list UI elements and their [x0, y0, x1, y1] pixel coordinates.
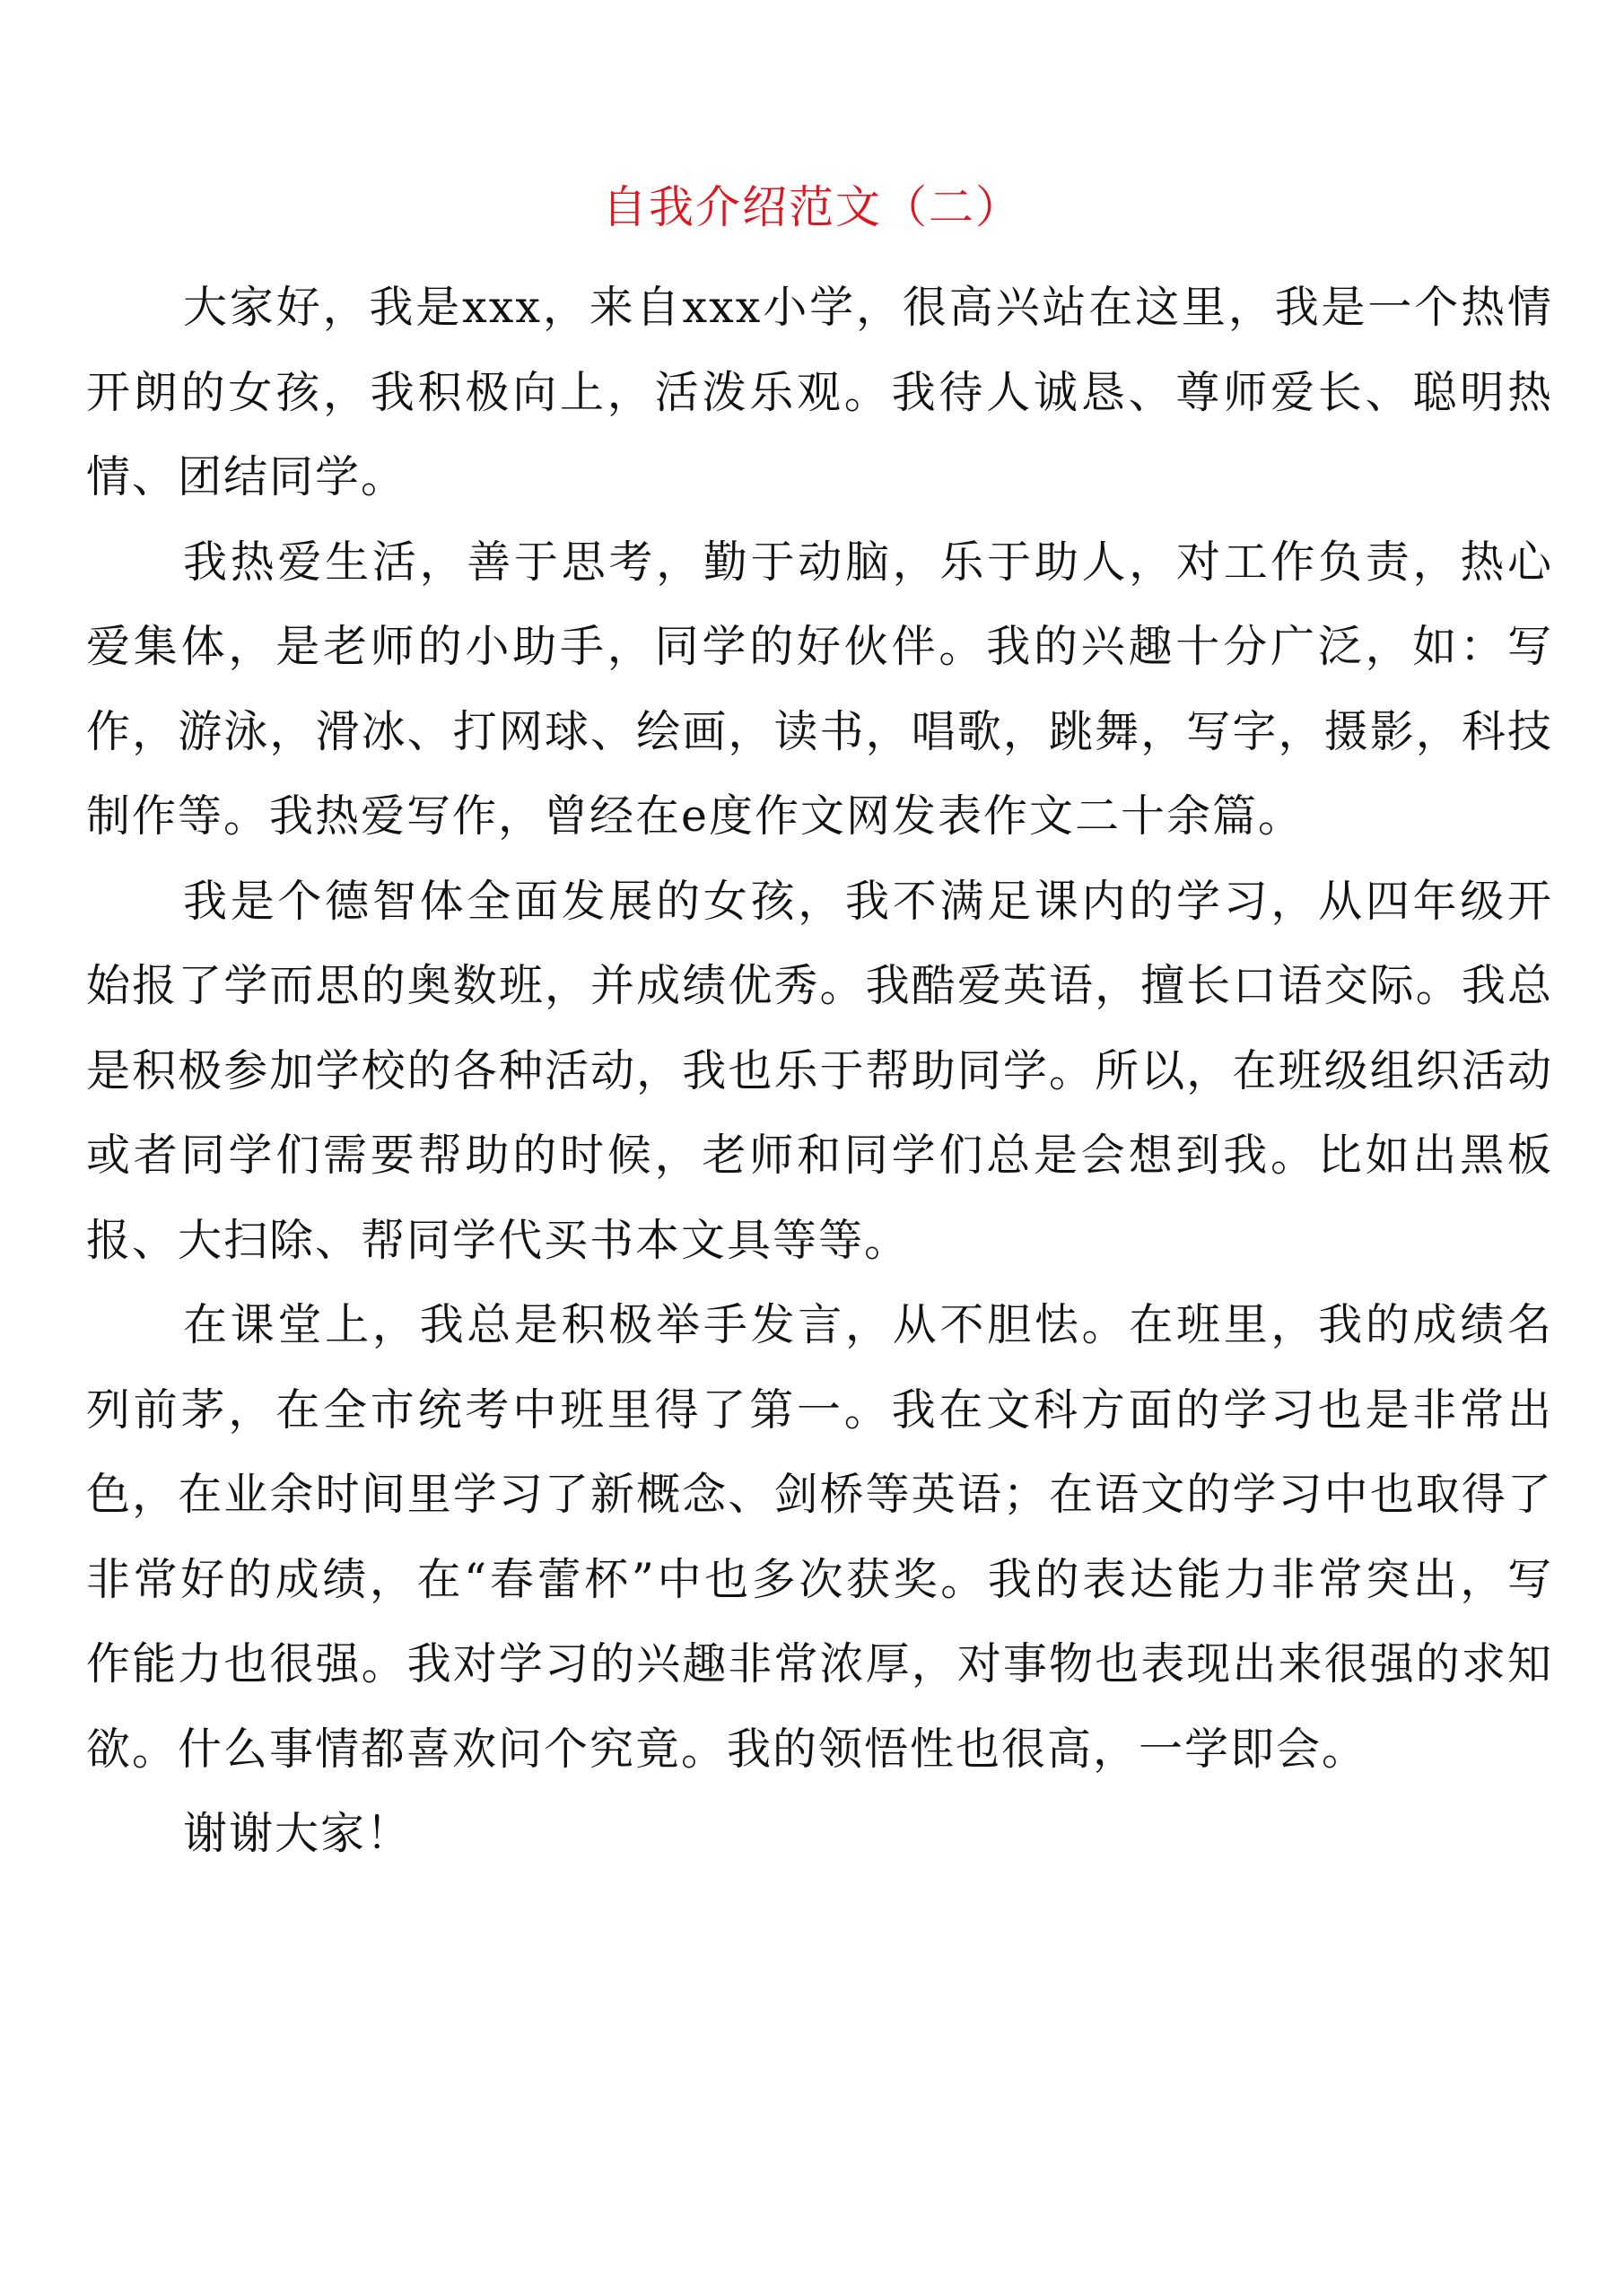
paragraph-development: 我是个德智体全面发展的女孩，我不满足课内的学习，从四年级开始报了学而思的奥数班，并成绩优秀。我酷爱英语，擅长口语交际。我总是积极参加学校的各种活动，我也乐于帮助同学。所以，在班级组织活动或者同学们需要帮助的时候，老师和同学们总是会想到我。比如出黑板报、大扫除、帮同学代买书本文具等等。: [86, 875, 1553, 1266]
document-body: [86, 266, 1553, 1877]
paragraph-study: 在课堂上，我总是积极举手发言，从不胆怯。在班里，我的成绩名列前茅，在全市统考中班里得了第一。我在文科方面的学习也是非常出色，在业余时间里学习了新概念、剑桥等英语；在语文的学习中也取得了非常好的成绩，在“春蕾杯”中也多次获奖。我的表达能力非常突出，写作能力也很强。我对学习的兴趣非常浓厚，对事物也表现出来很强的求知欲。什么事情都喜欢问个究竟。我的领悟性也很高，一学即会。: [86, 1299, 1553, 1775]
paragraph-greeting: 大家好，我是xxx，来自xxx小学，很高兴站在这里，我是一个热情开朗的女孩，我积极向上，活泼乐观。我待人诚恳、尊师爱长、聪明热情、团结同学。: [86, 282, 1553, 502]
paragraph-hobbies: 我热爱生活，善于思考，勤于动脑，乐于助人，对工作负责，热心爱集体，是老师的小助手，同学的好伙伴。我的兴趣十分广泛，如：写作，游泳，滑冰、打网球、绘画，读书，唱歌，跳舞，写字，摄影，科技制作等。我热爱写作，曾经在e度作文网发表作文二十余篇。: [86, 536, 1553, 842]
document-title: 自我介绍范文（二）: [602, 181, 1022, 233]
paragraph-closing: 谢谢大家！: [183, 1808, 413, 1859]
